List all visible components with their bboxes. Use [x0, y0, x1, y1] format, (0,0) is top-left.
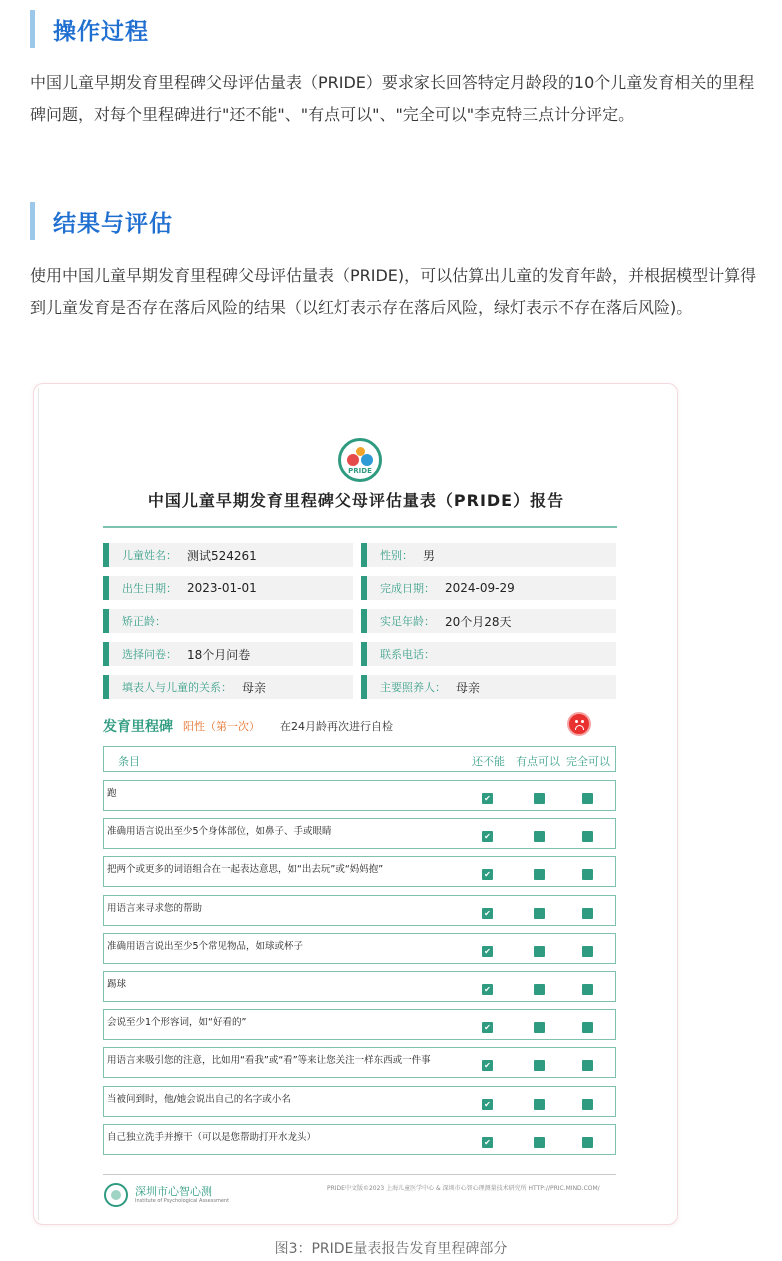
checkbox-somewhat-icon — [534, 984, 545, 995]
footer-divider — [103, 1174, 616, 1175]
info-actual-age: 实足年龄： 20个月28天 — [361, 609, 616, 633]
checkbox-cannot-checked-icon: ✔ — [482, 1060, 493, 1071]
milestone-table-header — [103, 746, 616, 772]
checkbox-somewhat-icon — [534, 1137, 545, 1148]
heading-accent-bar — [30, 202, 35, 240]
checkbox-fully-icon — [582, 1060, 593, 1071]
info-questionnaire: 选择问卷： 18个月问卷 — [103, 642, 353, 666]
milestone-row — [103, 1047, 616, 1078]
logo-text: PRIDE — [348, 467, 372, 475]
milestone-text: 会说至少1个形容词，如“好看的” — [107, 1017, 247, 1029]
milestone-text: 踢球 — [107, 979, 127, 990]
info-relation: 填表人与儿童的关系： 母亲 — [103, 675, 353, 699]
checkbox-somewhat-icon — [534, 1022, 545, 1033]
info-caregiver: 主要照养人： 母亲 — [361, 675, 616, 699]
checkbox-cannot-checked-icon: ✔ — [482, 908, 493, 919]
checkbox-somewhat-icon — [534, 869, 545, 880]
header-item: 条目 — [118, 755, 140, 768]
development-status: 阳性（第一次） — [183, 720, 260, 733]
checkbox-cannot-checked-icon: ✔ — [482, 831, 493, 842]
checkbox-cannot-checked-icon: ✔ — [482, 1137, 493, 1148]
red-sad-face-icon — [567, 712, 591, 736]
header-fully: 完全可以 — [566, 755, 610, 768]
milestone-text: 用语言来吸引您的注意，比如用“看我”或“看”等来让您关注一样东西或一件事 — [107, 1055, 431, 1067]
milestone-text: 用语言来寻求您的帮助 — [107, 902, 203, 914]
info-child-name: 儿童姓名： 测试524261 — [103, 543, 353, 567]
milestone-row — [103, 895, 616, 926]
development-header — [103, 715, 393, 737]
checkbox-cannot-checked-icon: ✔ — [482, 984, 493, 995]
milestone-text: 自己独立洗手并擦干（可以是您帮助打开水龙头） — [107, 1131, 317, 1143]
checkbox-fully-icon — [582, 1137, 593, 1148]
footer-org: 深圳市心智心测 — [135, 1185, 212, 1198]
checkbox-fully-icon — [582, 1099, 593, 1110]
info-birth-date: 出生日期： 2023-01-01 — [103, 576, 353, 600]
milestone-text: 当被问到时，他/她会说出自己的名字或小名 — [107, 1093, 291, 1105]
checkbox-fully-icon — [582, 908, 593, 919]
info-phone: 联系电话： — [361, 642, 616, 666]
info-corrected-age: 矫正龄： — [103, 609, 353, 633]
section-paragraph: 使用中国儿童早期发育里程碑父母评估量表（PRIDE)，可以估算出儿童的发育年龄，并根据模型计算得到儿童发育是否存在落后风险的结果（以红灯表示存在落后风险，绿灯表示不存在落后风险)。 — [30, 266, 757, 317]
milestone-text: 把两个或更多的词语组合在一起表达意思，如“出去玩”或“妈妈抱” — [107, 864, 384, 876]
milestone-text: 准确用语言说出至少5个常见物品，如球或杯子 — [107, 940, 304, 952]
development-title: 发育里程碑 — [103, 719, 173, 735]
checkbox-somewhat-icon — [534, 793, 545, 804]
footer-org-sub: Institute of Psychological Assessment — [135, 1198, 230, 1204]
footer-copyright: PRIDE中文版©2023 上海儿童医学中心 & 深圳市心智心理测量技术研究所 HTTP://PRIC.MIND.COM/ — [327, 1185, 600, 1192]
report-image-card — [33, 383, 678, 1225]
milestone-row — [103, 856, 616, 887]
info-finish-date: 完成日期： 2024-09-29 — [361, 576, 616, 600]
report-title: 中国儿童早期发育里程碑父母评估量表（PRIDE）报告 — [147, 491, 565, 510]
section-title: 操作过程 — [53, 18, 149, 45]
header-cannot: 还不能 — [472, 755, 505, 768]
checkbox-fully-icon — [582, 793, 593, 804]
info-gender: 性别： 男 — [361, 543, 616, 567]
checkbox-fully-icon — [582, 946, 593, 957]
header-somewhat: 有点可以 — [516, 755, 560, 768]
checkbox-cannot-checked-icon: ✔ — [482, 946, 493, 957]
milestone-row — [103, 1124, 616, 1155]
milestone-row — [103, 971, 616, 1002]
section-heading-results — [30, 201, 173, 241]
org-logo-icon — [104, 1183, 128, 1207]
checkbox-somewhat-icon — [534, 1060, 545, 1071]
checkbox-somewhat-icon — [534, 831, 545, 842]
checkbox-cannot-checked-icon: ✔ — [482, 869, 493, 880]
checkbox-cannot-checked-icon: ✔ — [482, 793, 493, 804]
checkbox-fully-icon — [582, 869, 593, 880]
section-heading-process — [30, 9, 149, 49]
figure-caption: 图3：PRIDE量表报告发育里程碑部分 — [274, 1241, 508, 1257]
checkbox-somewhat-icon — [534, 908, 545, 919]
checkbox-somewhat-icon — [534, 1099, 545, 1110]
milestone-text: 跑 — [107, 788, 117, 799]
checkbox-somewhat-icon — [534, 946, 545, 957]
divider — [103, 526, 617, 528]
pride-logo-icon — [338, 438, 382, 482]
heading-accent-bar — [30, 10, 35, 48]
development-note: 在24月龄再次进行自检 — [280, 720, 393, 733]
milestone-text: 准确用语言说出至少5个身体部位，如鼻子、手或眼睛 — [107, 826, 332, 838]
milestone-row — [103, 1009, 616, 1040]
section-paragraph: 中国儿童早期发育里程碑父母评估量表（PRIDE）要求家长回答特定月龄段的10个儿童发育相关的里程碑问题，对每个里程碑进行"还不能"、"有点可以"、"完全可以"李克特三点计分评定。 — [30, 73, 755, 124]
checkbox-fully-icon — [582, 831, 593, 842]
milestone-row — [103, 818, 616, 849]
milestone-row — [103, 780, 616, 811]
checkbox-fully-icon — [582, 984, 593, 995]
milestone-row — [103, 933, 616, 964]
section-title: 结果与评估 — [53, 210, 173, 237]
checkbox-cannot-checked-icon: ✔ — [482, 1022, 493, 1033]
checkbox-fully-icon — [582, 1022, 593, 1033]
milestone-row — [103, 1086, 616, 1117]
checkbox-cannot-checked-icon: ✔ — [482, 1099, 493, 1110]
